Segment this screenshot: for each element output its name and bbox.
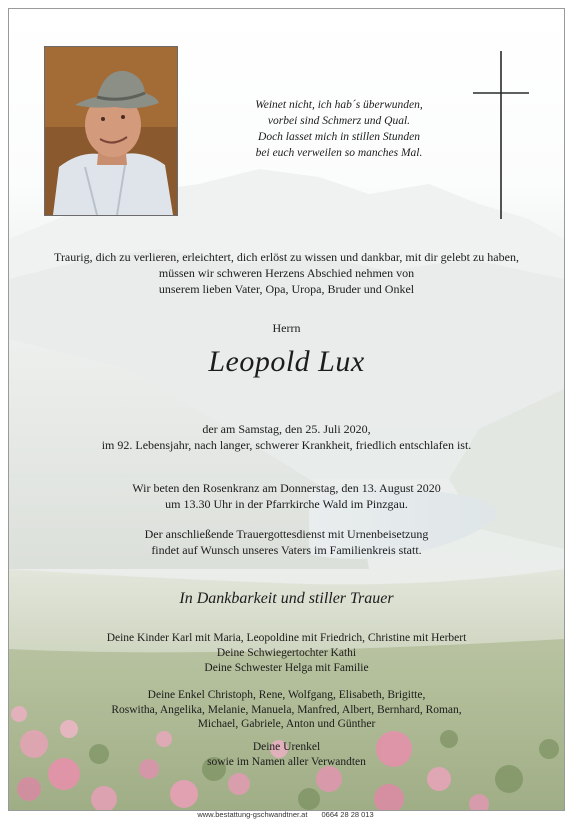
death-line: der am Samstag, den 25. Juli 2020, (202, 422, 371, 436)
cross-icon (473, 51, 529, 219)
rosary-notice (9, 480, 564, 512)
greatgrandchildren-line: Deine Urenkel (252, 741, 321, 753)
family-line: Deine Schwiegertochter Kathi (216, 647, 357, 659)
rosary-line: um 13.30 Uhr in der Pfarrkirche Wald im Pinzgau. (165, 497, 408, 511)
rosary-line: Wir beten den Rosenkranz am Donnerstag, den 13. August 2020 (132, 481, 441, 495)
poem (149, 97, 529, 161)
poem-line: Weinet nicht, ich hab´s überwunden, (255, 99, 423, 111)
footer (0, 810, 571, 819)
intro-text (27, 249, 546, 297)
family-line: Deine Schwester Helga mit Familie (204, 662, 369, 674)
poem-line: bei euch verweilen so manches Mal. (255, 147, 423, 159)
death-notice (9, 421, 564, 453)
poem-line: vorbei sind Schmerz und Qual. (267, 115, 411, 127)
family-line: Deine Kinder Karl mit Maria, Leopoldine mit Friedrich, Christine mit Herbert (106, 632, 467, 644)
gratitude-heading: In Dankbarkeit und stiller Trauer (179, 590, 394, 607)
intro-line: Traurig, dich zu verlieren, erleichtert, dich erlöst zu wissen und dankbar, mit dir gelebt zu haben, (54, 250, 519, 264)
family-list (9, 631, 564, 676)
obituary-card (8, 8, 565, 811)
grandchildren-line: Deine Enkel Christoph, Rene, Wolfgang, Elisabeth, Brigitte, (147, 689, 426, 701)
intro-line: müssen wir schweren Herzens Abschied nehmen von (158, 266, 415, 280)
funeral-service-notice (9, 526, 564, 558)
intro-line: unserem lieben Vater, Opa, Uropa, Bruder und Onkel (158, 282, 415, 296)
grandchildren-list (9, 688, 564, 732)
grandchildren-line: Michael, Gabriele, Anton und Günther (197, 718, 376, 730)
footer-phone: 0664 28 28 013 (321, 810, 374, 819)
mass-line: Der anschließende Trauergottesdienst mit Urnenbeisetzung (144, 527, 429, 541)
salutation: Herrn (272, 321, 301, 335)
greatgrandchildren-line: sowie im Namen aller Verwandten (207, 756, 366, 768)
mass-line: findet auf Wunsch unseres Vaters im Familienkreis statt. (151, 543, 422, 557)
deceased-name: Leopold Lux (208, 345, 365, 378)
poem-line: Doch lasset mich in stillen Stunden (258, 131, 420, 143)
death-line: im 92. Lebensjahr, nach langer, schwerer Krankheit, friedlich entschlafen ist. (101, 438, 472, 452)
footer-website: www.bestattung-gschwandtner.at (197, 810, 308, 819)
great-grandchildren-list (9, 740, 564, 770)
grandchildren-line: Roswitha, Angelika, Melanie, Manuela, Manfred, Albert, Bernhard, Roman, (111, 703, 462, 716)
